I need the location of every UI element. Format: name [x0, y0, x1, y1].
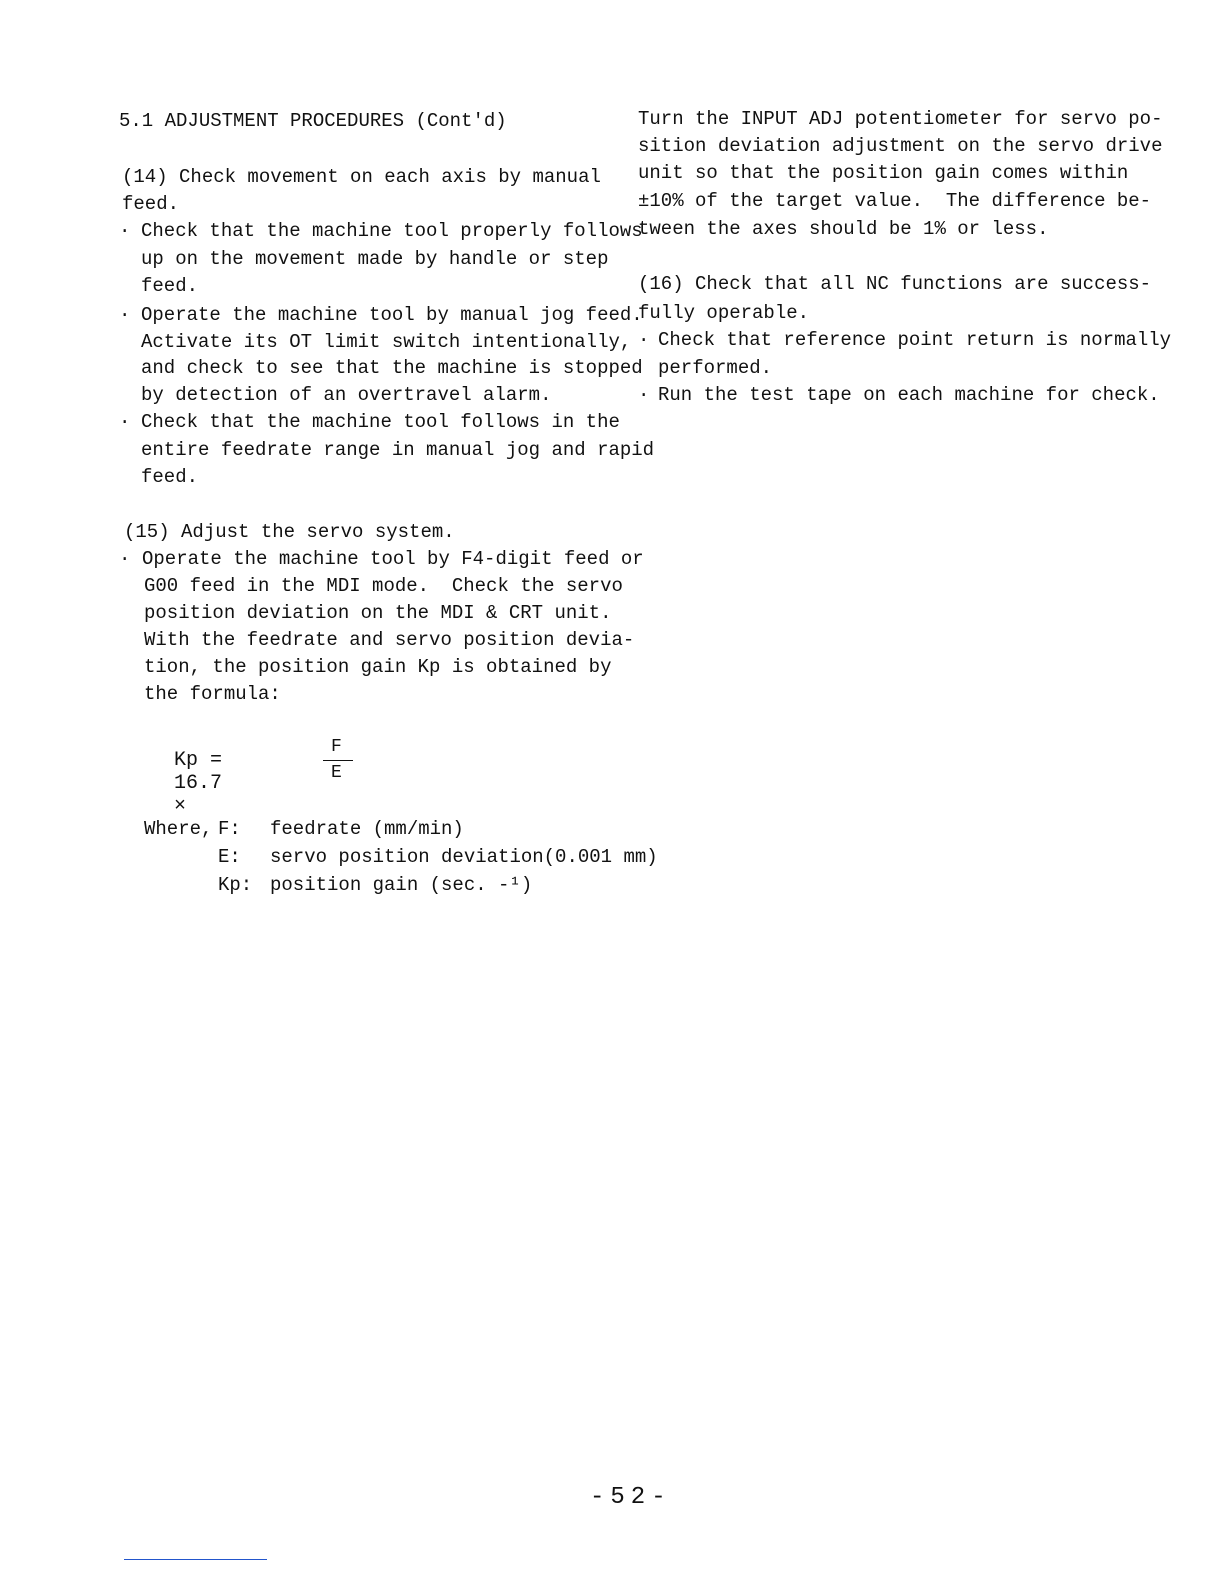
- item-16-title-cont: fully operable.: [638, 302, 810, 324]
- bullet-icon: ·: [119, 548, 131, 570]
- formula-numerator: F: [331, 737, 342, 757]
- where-description: position gain (sec. -¹): [270, 874, 533, 896]
- item-14-bullet-b-line: and check to see that the machine is stopped: [141, 357, 643, 379]
- bullet-icon: ·: [638, 329, 650, 351]
- item-16-bullet-b-line: Run the test tape on each machine for check.: [658, 384, 1160, 406]
- formula-denominator: E: [331, 763, 342, 783]
- bullet-icon: ·: [119, 220, 131, 242]
- where-description: feedrate (mm/min): [270, 818, 464, 840]
- item-14-title-cont: feed.: [122, 193, 180, 215]
- item-14-bullet-b-line: by detection of an overtravel alarm.: [141, 384, 552, 406]
- item-14-bullet-b-line: Activate its OT limit switch intentionally,: [141, 331, 632, 353]
- where-description: servo position deviation(0.001 mm): [270, 846, 658, 868]
- section-heading: 5.1 ADJUSTMENT PROCEDURES (Cont'd): [119, 110, 507, 132]
- where-label: Where,: [144, 818, 213, 840]
- item-16-title: (16) Check that all NC functions are success-: [638, 273, 1152, 295]
- item-14-bullet-a-line: feed.: [141, 275, 199, 297]
- formula-lhs: Kp = 16.7 ×: [174, 749, 223, 818]
- item-14-bullet-a-line: Check that the machine tool properly follows: [141, 220, 643, 242]
- item-15-bullet-line: G00 feed in the MDI mode. Check the servo: [144, 575, 623, 597]
- where-symbol: E:: [218, 846, 241, 868]
- item-15-bullet-line: position deviation on the MDI & CRT unit.: [144, 602, 612, 624]
- bullet-icon: ·: [119, 304, 131, 326]
- right-para-line: sition deviation adjustment on the servo drive: [638, 135, 1163, 157]
- right-para-line: ±10% of the target value. The difference be-: [638, 190, 1152, 212]
- bottom-rule: [124, 1559, 267, 1560]
- item-16-bullet-a-line: Check that reference point return is normally: [658, 329, 1172, 351]
- item-14-bullet-b-line: Operate the machine tool by manual jog feed.: [141, 304, 643, 326]
- right-para-line: Turn the INPUT ADJ potentiometer for servo po-: [638, 108, 1163, 130]
- item-14-bullet-c-line: feed.: [141, 466, 199, 488]
- item-15-title: (15) Adjust the servo system.: [124, 521, 455, 543]
- fraction-bar: [323, 760, 353, 761]
- bullet-icon: ·: [119, 411, 131, 433]
- item-15-bullet-line: With the feedrate and servo position devia-: [144, 629, 635, 651]
- item-15-bullet-line: tion, the position gain Kp is obtained by: [144, 656, 612, 678]
- item-15-bullet-line: the formula:: [144, 683, 281, 705]
- right-para-line: unit so that the position gain comes within: [638, 162, 1129, 184]
- item-14-title: (14) Check movement on each axis by manual: [122, 166, 601, 188]
- item-14-bullet-c-line: Check that the machine tool follows in the: [141, 411, 620, 433]
- item-15-bullet-line: Operate the machine tool by F4-digit feed or: [142, 548, 644, 570]
- item-14-bullet-a-line: up on the movement made by handle or step: [141, 248, 609, 270]
- item-16-bullet-a-line: performed.: [658, 357, 773, 379]
- where-symbol: Kp:: [218, 874, 253, 896]
- where-symbol: F:: [218, 818, 241, 840]
- bullet-icon: ·: [638, 384, 650, 406]
- item-14-bullet-c-line: entire feedrate range in manual jog and rapid: [141, 439, 655, 461]
- page-number: -52-: [590, 1484, 672, 1511]
- right-para-line: tween the axes should be 1% or less.: [638, 218, 1049, 240]
